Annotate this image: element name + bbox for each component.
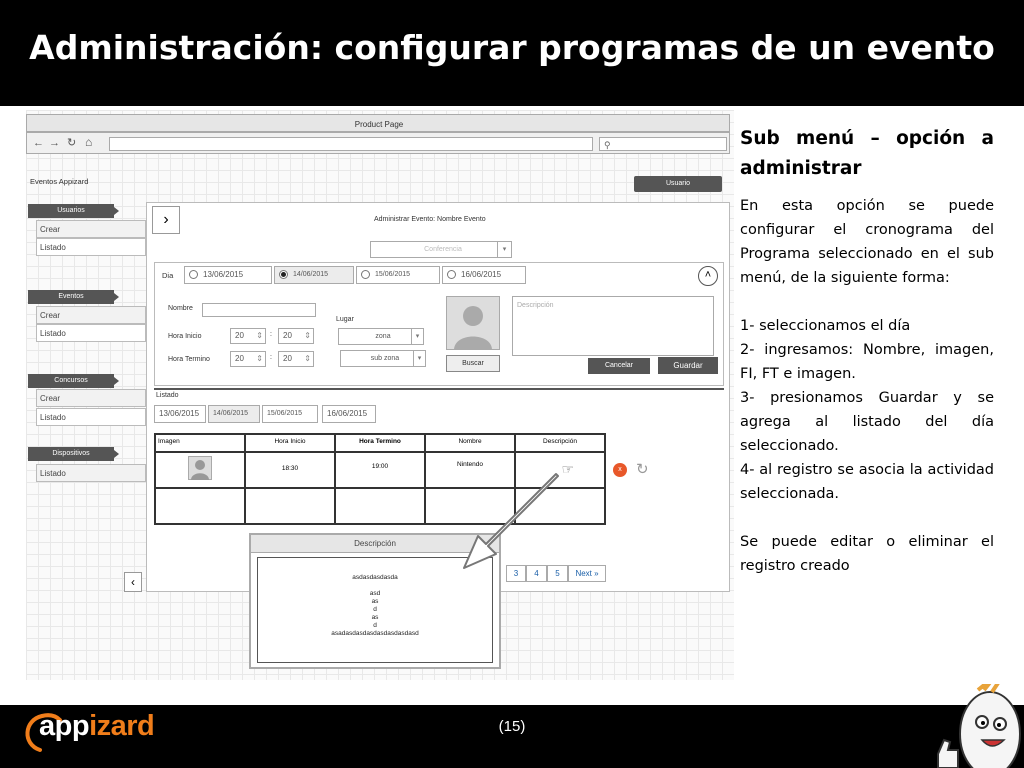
collapse-form-chevron-up-icon[interactable]: ˄ [698,266,718,286]
zona-select[interactable] [338,328,424,345]
forward-arrow-icon[interactable]: → [49,137,60,149]
listado-label: Listado [156,392,179,399]
browser-titlebar [26,114,730,132]
table-cell: 18:30 [245,452,335,488]
listado-date-tab-4[interactable]: 16/06/2015 [322,405,376,423]
popup-title: Descripción [251,535,499,553]
sidebar-item-eventos-listado[interactable]: Listado [36,324,146,342]
window-title: Product Page [354,120,404,129]
page-heading: Administrar Evento: Nombre Evento [374,216,486,223]
program-type-select[interactable] [370,241,512,258]
stepper-arrows-icon: ⇕ [256,354,263,363]
pointer-arrow-icon [456,468,566,574]
popup-line: d [373,622,377,629]
buscar-button[interactable]: Buscar [446,355,500,372]
date-option-4[interactable] [442,266,526,284]
date-label: 14/06/2015 [293,271,329,278]
step-3: 3- presionamos Guardar y se agrega al listado del día seleccionado. [740,390,994,454]
hand-cursor-icon: ☞ [561,461,574,477]
listado-date-tab-1[interactable]: 13/06/2015 [154,405,206,423]
nombre-label: Nombre [168,305,193,312]
edit-refresh-icon[interactable]: ↻ [636,461,649,478]
mascot-thumbs-up-icon [930,684,1024,768]
dia-label: Dia [162,271,174,280]
stepper-value: 20 [235,331,244,340]
time-separator: : [270,331,272,338]
table-cell: 19:00 [335,452,425,488]
column-header: Descripción [515,434,605,452]
chevron-down-icon: ▾ [411,329,423,344]
hora-termino-minute-stepper[interactable] [278,351,314,367]
time-separator: : [270,354,272,361]
reload-icon[interactable]: ↻ [67,137,77,149]
chevron-right-icon: › [163,211,169,228]
popup-line: asadasdasdasdasdasdasdasd [331,630,419,637]
address-bar[interactable] [109,137,593,151]
app-name: Eventos Appizard [30,177,89,186]
appizard-logo: appizard [39,710,155,742]
browser-search-input[interactable] [599,137,727,151]
expand-button[interactable] [152,206,180,234]
explanation-heading: Sub menú – opción a administrar [740,128,994,179]
sidebar-item-eventos-crear[interactable]: Crear [36,306,146,324]
step-2: 2- ingresamos: Nombre, imagen, FI, FT e imagen. [740,342,994,382]
guardar-button[interactable]: Guardar [658,357,718,374]
hora-termino-hour-stepper[interactable] [230,351,266,367]
radio-icon [361,270,370,279]
stepper-arrows-icon: ⇕ [304,331,311,340]
column-header: Hora Termino [335,434,425,452]
date-option-2[interactable] [274,266,354,284]
back-arrow-icon[interactable]: ← [33,137,44,149]
select-value: sub zona [370,355,400,362]
stepper-value: 20 [283,331,292,340]
sidebar-item-concursos-crear[interactable]: Crear [36,389,146,407]
next-page-link[interactable]: Next » [568,565,606,582]
explanation-closing: Se puede editar o eliminar el registro creado [740,534,994,574]
descripcion-textarea[interactable] [512,296,714,356]
date-label: 13/06/2015 [203,270,244,279]
popup-line: as [371,614,379,621]
page-number: (15) [498,718,526,735]
table-cell-image [155,452,245,488]
sidebar-item-concursos-listado[interactable]: Listado [36,408,146,426]
radio-selected-icon [279,270,288,279]
select-value: zona [375,333,391,340]
user-thumbnail-icon [188,456,212,480]
listado-date-tab-2[interactable]: 14/06/2015 [208,405,260,423]
column-header: Hora Inicio [245,434,335,452]
popup-line: as [371,598,379,605]
wireframe-mockup [26,110,734,680]
listado-date-tab-3[interactable]: 15/06/2015 [262,405,318,423]
sidebar-header-dispositivos[interactable]: Dispositivos [28,447,114,461]
date-label: 15/06/2015 [375,271,411,278]
delete-icon[interactable]: x [613,463,627,477]
chevron-down-icon: ▾ [497,242,511,257]
date-label: 16/06/2015 [461,270,502,279]
table-cell [245,488,335,524]
textarea-placeholder: Descripción [517,302,554,309]
stepper-value: 20 [283,354,292,363]
stepper-arrows-icon: ⇕ [304,354,311,363]
stepper-arrows-icon: ⇕ [256,331,263,340]
user-button[interactable]: Usuario [634,176,722,192]
table-cell [155,488,245,524]
browser-toolbar [26,132,730,154]
popup-line: asd [369,590,381,597]
stepper-value: 20 [235,354,244,363]
page-link-4[interactable]: 4 [526,565,547,582]
explanation-intro: En esta opción se puede configurar el cronograma del Programa seleccionado en el sub menú, de la siguiente forma: [740,198,994,286]
popup-line: d [373,606,377,613]
popup-line [258,582,492,590]
hora-inicio-label: Hora Inicio [168,333,202,340]
image-placeholder-icon [446,296,500,350]
chevron-left-icon: ‹ [131,575,135,589]
column-header: Imagen [155,434,245,452]
select-value: Conferencia [424,246,462,253]
date-option-1[interactable] [184,266,272,284]
collapse-sidebar-button[interactable] [124,572,142,592]
sidebar-item-dispositivos-listado[interactable]: Listado [36,464,146,482]
hora-inicio-hour-stepper[interactable] [230,328,266,344]
section-divider [154,388,724,390]
popup-line: asdasdasdasda [352,574,398,581]
page-link-3[interactable]: 3 [506,565,526,582]
radio-icon [447,270,456,279]
step-4: 4- al registro se asocia la actividad seleccionada. [740,462,994,502]
nombre-input[interactable] [202,303,316,317]
slide-title: Administración: configurar programas de un evento [29,28,995,67]
home-icon[interactable]: ⌂ [85,135,93,149]
column-header: Nombre [425,434,515,452]
date-option-3[interactable] [356,266,440,284]
step-1: 1- seleccionamos el día [740,318,911,334]
table-cell: Nintendo [425,452,515,488]
sidebar-header-usuarios[interactable]: Usuarios [28,204,114,218]
hora-inicio-minute-stepper[interactable] [278,328,314,344]
chevron-down-icon: ▾ [413,351,425,366]
explanation-panel [740,124,994,578]
search-icon: ⚲ [604,140,611,150]
sidebar-item-usuarios-listado[interactable]: Listado [36,238,146,256]
sub-zona-select[interactable] [340,350,426,367]
table-cell [335,488,425,524]
sidebar-header-eventos[interactable]: Eventos [28,290,114,304]
cancelar-button[interactable]: Cancelar [588,358,650,374]
sidebar-item-usuarios-crear[interactable]: Crear [36,220,146,238]
radio-icon [189,270,198,279]
hora-termino-label: Hora Termino [168,356,210,363]
sidebar-header-concursos[interactable]: Concursos [28,374,114,388]
lugar-label: Lugar [336,316,354,323]
page-link-5[interactable]: 5 [547,565,568,582]
